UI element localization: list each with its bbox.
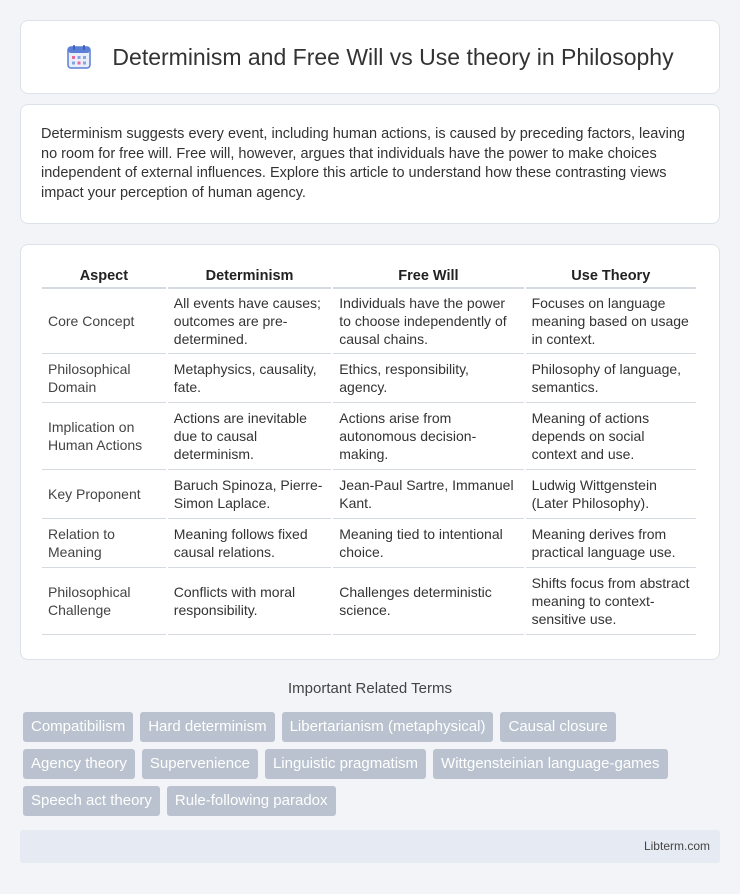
table-cell: Implication on Human Actions — [42, 403, 166, 470]
tag-language-games[interactable]: Wittgensteinian language-games — [433, 749, 667, 779]
table-cell: Meaning tied to intentional choice. — [333, 519, 523, 568]
table-cell: Meaning follows fixed causal relations. — [168, 519, 331, 568]
calendar-grid-icon — [66, 44, 92, 70]
tag-rule-following-paradox[interactable]: Rule-following paradox — [167, 786, 336, 816]
table-cell: Philosophical Challenge — [42, 568, 166, 635]
comparison-table-card — [20, 244, 720, 660]
table-cell: Conflicts with moral responsibility. — [168, 568, 331, 635]
related-terms-title: Important Related Terms — [288, 680, 452, 697]
table-cell: Individuals have the power to choose independently of causal chains. — [333, 289, 523, 354]
table-cell: Challenges deterministic science. — [333, 568, 523, 635]
table-row — [42, 568, 696, 635]
table-cell: Baruch Spinoza, Pierre-Simon Laplace. — [168, 470, 331, 519]
table-cell: Relation to Meaning — [42, 519, 166, 568]
intro-text: Determinism suggests every event, including human actions, is caused by preceding factors, leaving no room for free will. Free will, however, argues that individuals have the power to make choices independent of external influences. Explore this article to understand how these contrasting views impact your perception of human agency. — [41, 126, 685, 201]
tag-hard-determinism[interactable]: Hard determinism — [140, 712, 274, 742]
tag-compatibilism[interactable]: Compatibilism — [23, 712, 133, 742]
table-cell: Metaphysics, causality, fate. — [168, 354, 331, 403]
table-cell: Shifts focus from abstract meaning to context-sensitive use. — [526, 568, 696, 635]
comparison-table — [40, 263, 698, 635]
page-title: Determinism and Free Will vs Use theory in Philosophy — [112, 43, 674, 70]
header-aspect: Aspect — [42, 263, 166, 289]
footer-site-link[interactable]: Libterm.com — [643, 839, 710, 853]
title-card — [20, 20, 720, 94]
table-cell: Philosophy of language, semantics. — [526, 354, 696, 403]
table-cell: All events have causes; outcomes are pre-determined. — [168, 289, 331, 354]
table-row — [42, 354, 696, 403]
table-row — [42, 519, 696, 568]
footer — [20, 830, 720, 863]
table-row — [42, 403, 696, 470]
tag-agency-theory[interactable]: Agency theory — [23, 749, 135, 779]
table-cell: Meaning derives from practical language use. — [526, 519, 696, 568]
header-free-will: Free Will — [333, 263, 523, 289]
table-cell: Meaning of actions depends on social context and use. — [526, 403, 696, 470]
table-cell: Jean-Paul Sartre, Immanuel Kant. — [333, 470, 523, 519]
table-cell: Philosophical Domain — [42, 354, 166, 403]
header-use-theory: Use Theory — [526, 263, 696, 289]
table-header-row — [42, 263, 696, 289]
tag-speech-act-theory[interactable]: Speech act theory — [23, 786, 160, 816]
tag-supervenience[interactable]: Supervenience — [142, 749, 258, 779]
table-cell: Ethics, responsibility, agency. — [333, 354, 523, 403]
intro-card — [20, 104, 720, 224]
tag-causal-closure[interactable]: Causal closure — [500, 712, 615, 742]
related-terms-list — [23, 712, 723, 816]
table-cell: Actions arise from autonomous decision-making. — [333, 403, 523, 470]
table-cell: Actions are inevitable due to causal determinism. — [168, 403, 331, 470]
table-cell: Key Proponent — [42, 470, 166, 519]
tag-linguistic-pragmatism[interactable]: Linguistic pragmatism — [265, 749, 426, 779]
header-determinism: Determinism — [168, 263, 331, 289]
table-cell: Ludwig Wittgenstein (Later Philosophy). — [526, 470, 696, 519]
table-row — [42, 289, 696, 354]
table-cell: Focuses on language meaning based on usage in context. — [526, 289, 696, 354]
table-cell: Core Concept — [42, 289, 166, 354]
table-row — [42, 470, 696, 519]
tag-libertarianism[interactable]: Libertarianism (metaphysical) — [282, 712, 494, 742]
